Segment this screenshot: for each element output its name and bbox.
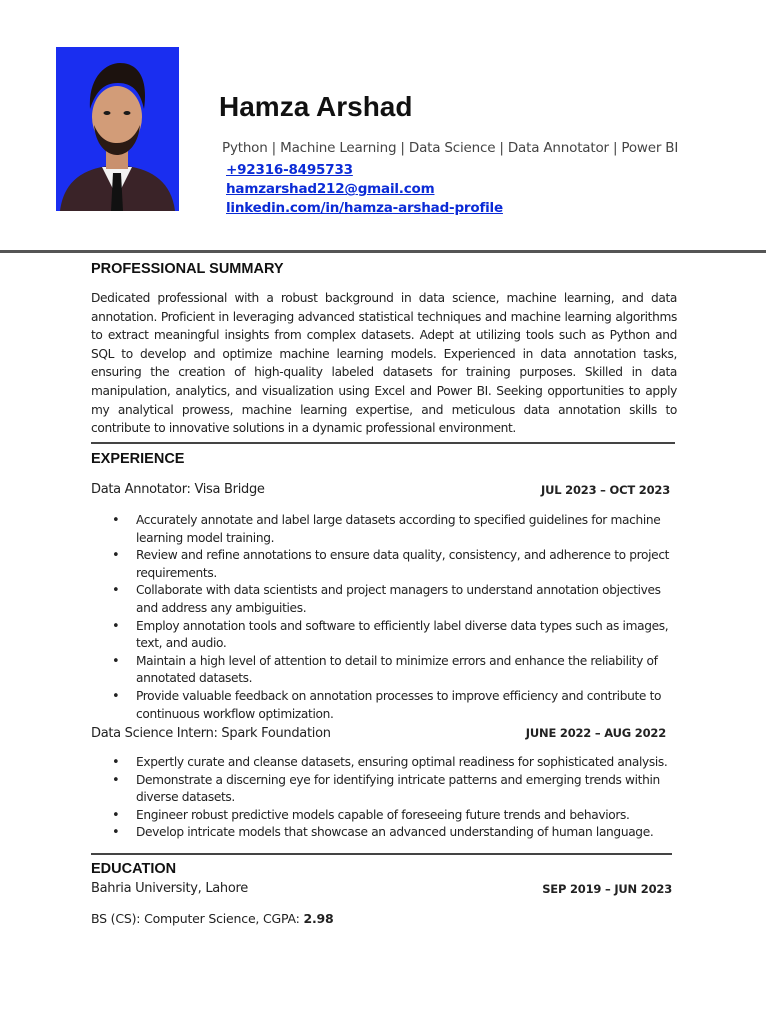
job-title-2: Data Science Intern: Spark Foundation	[91, 726, 331, 741]
list-item: • Provide valuable feedback on annotation processes to improve efficiency and contribute to continuous workflow optimization.	[112, 688, 672, 723]
list-item: • Develop intricate models that showcase an advanced understanding of human language.	[112, 824, 672, 842]
list-item: • Engineer robust predictive models capable of foreseeing future trends and behaviors.	[112, 807, 672, 825]
linkedin-link[interactable]: linkedin.com/in/hamza-arshad-profile	[226, 200, 503, 216]
cgpa-value: 2.98	[303, 911, 334, 926]
summary-text: Dedicated professional with a robust background in data science, machine learning, and data annotation. Proficient in leveraging advanced statistical techniques and machine learning algorithms to extract meaningful insights from complex datasets. Adept at utilizing tools such as Python and SQL to develop and optimize machine learning models. Experienced in data annotation tasks, ensuring the creation of high-quality labeled datasets for training purposes. Skilled in data manipulation, analytics, and visualization using Excel and Power BI. Seeking opportunities to apply my analytical prowess, machine learning expertise, and meticulous data annotation skills to contribute to innovative solutions in a dynamic professional environment.	[91, 291, 677, 436]
job-2-bullets	[112, 754, 672, 842]
list-item: • Accurately annotate and label large datasets according to specified guidelines for machine learning model training.	[112, 512, 672, 547]
candidate-name: Hamza Arshad	[219, 91, 413, 122]
job-dates-2: JUNE 2022 – AUG 2022	[525, 726, 666, 740]
person-portrait-icon	[56, 47, 179, 211]
education-heading: EDUCATION	[91, 861, 177, 877]
summary-divider	[91, 442, 675, 444]
list-item: • Employ annotation tools and software to efficiently label diverse data types such as images, text, and audio.	[112, 618, 672, 653]
degree-text: BS (CS): Computer Science, CGPA:	[91, 911, 304, 926]
degree-line	[91, 911, 334, 926]
header-divider	[0, 250, 766, 253]
experience-divider	[91, 853, 672, 855]
list-item: • Expertly curate and cleanse datasets, ensuring optimal readiness for sophisticated analysis.	[112, 754, 672, 772]
email-link[interactable]: hamzarshad212@gmail.com	[226, 181, 435, 197]
list-item: • Review and refine annotations to ensure data quality, consistency, and adherence to project requirements.	[112, 547, 672, 582]
profile-photo	[56, 47, 179, 211]
job-dates-1: JUL 2023 – OCT 2023	[541, 483, 670, 497]
list-item: • Demonstrate a discerning eye for identifying intricate patterns and emerging trends within diverse datasets.	[112, 772, 672, 807]
skills-tagline: Python | Machine Learning | Data Science | Data Annotator | Power BI	[222, 140, 679, 156]
list-item: • Maintain a high level of attention to detail to minimize errors and enhance the reliability of annotated datasets.	[112, 653, 672, 688]
experience-heading: EXPERIENCE	[91, 451, 185, 467]
list-item: • Collaborate with data scientists and project managers to understand annotation objectives and address any ambiguities.	[112, 582, 672, 617]
phone-link[interactable]: +92316-8495733	[226, 162, 353, 178]
job-title-1: Data Annotator: Visa Bridge	[91, 482, 265, 497]
school-name: Bahria University, Lahore	[91, 881, 248, 896]
summary-heading: PROFESSIONAL SUMMARY	[91, 261, 284, 277]
job-1-bullets	[112, 512, 672, 723]
education-dates: SEP 2019 – JUN 2023	[542, 882, 672, 896]
